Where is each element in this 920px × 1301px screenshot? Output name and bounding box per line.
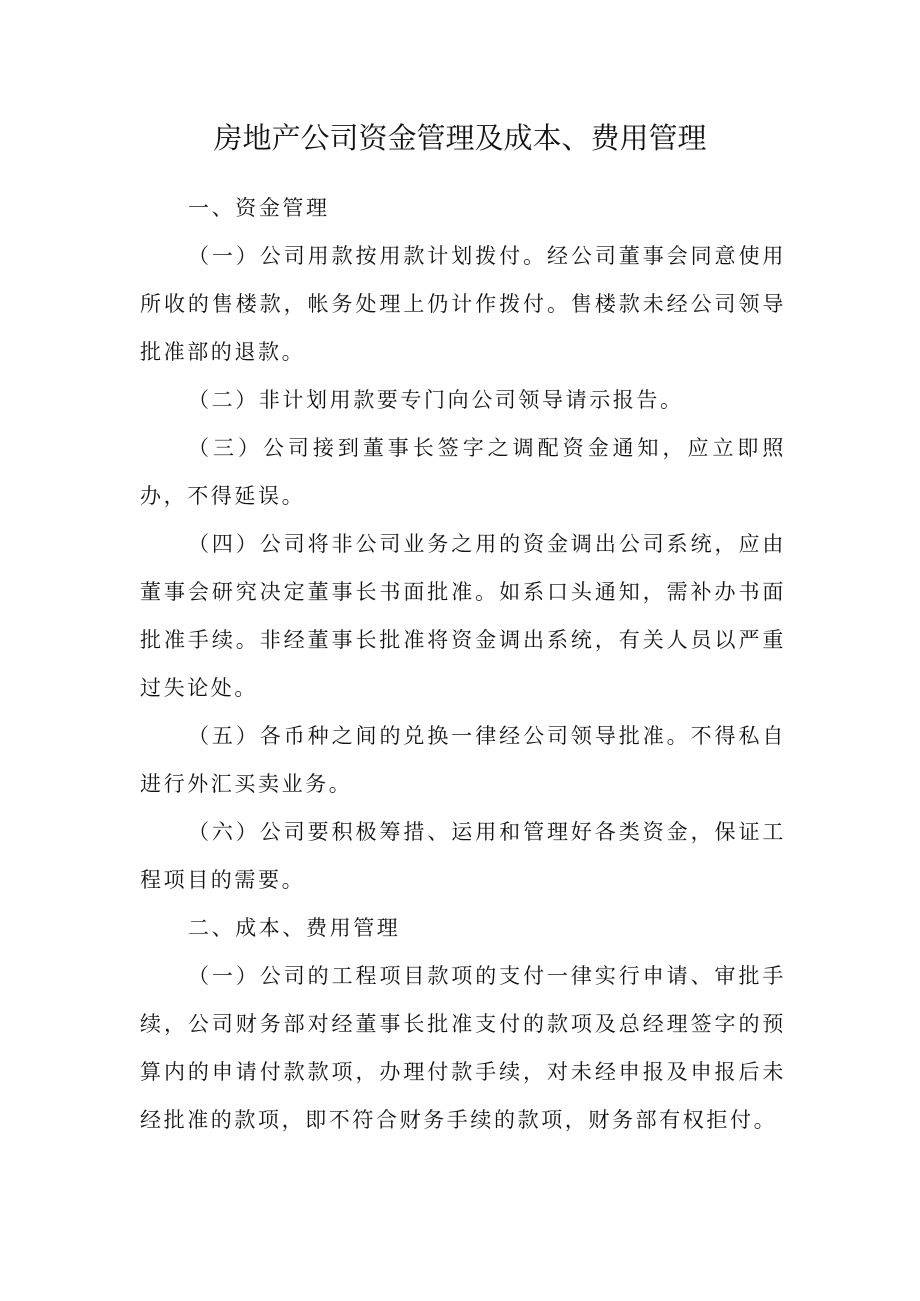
paragraph: （四）公司将非公司业务之用的资金调出公司系统，应由董事会研究决定董事长书面批准。如系口头通知，需补办书面批准手续。非经董事长批准将资金调出系统，有关人员以严重过失论处。 — [140, 532, 786, 700]
section-heading-fund-management: 一、资金管理 — [188, 196, 330, 220]
paragraph: （一）公司的工程项目款项的支付一律实行申请、审批手续，公司财务部对经董事长批准支付的款项及总经理签字的预算内的申请付款款项，办理付款手续，对未经申报及申报后未经批准的款项，即不符合财务手续的款项，财务部有权拒付。 — [140, 964, 786, 1132]
paragraph: （一）公司用款按用款计划拨付。经公司董事会同意使用所收的售楼款，帐务处理上仍计作拨付。售楼款未经公司领导批准部的退款。 — [140, 244, 786, 364]
paragraph: （五）各币种之间的兑换一律经公司领导批准。不得私自进行外汇买卖业务。 — [140, 724, 786, 796]
paragraph: （二）非计划用款要专门向公司领导请示报告。 — [188, 388, 684, 412]
paragraph: （三）公司接到董事长签字之调配资金通知，应立即照办，不得延误。 — [140, 436, 786, 508]
paragraph: （六）公司要积极筹措、运用和管理好各类资金，保证工程项目的需要。 — [140, 820, 786, 892]
section-heading-cost-expense-management: 二、成本、费用管理 — [188, 916, 401, 940]
document-title: 房地产公司资金管理及成本、费用管理 — [213, 121, 707, 155]
document-body — [140, 184, 786, 1144]
